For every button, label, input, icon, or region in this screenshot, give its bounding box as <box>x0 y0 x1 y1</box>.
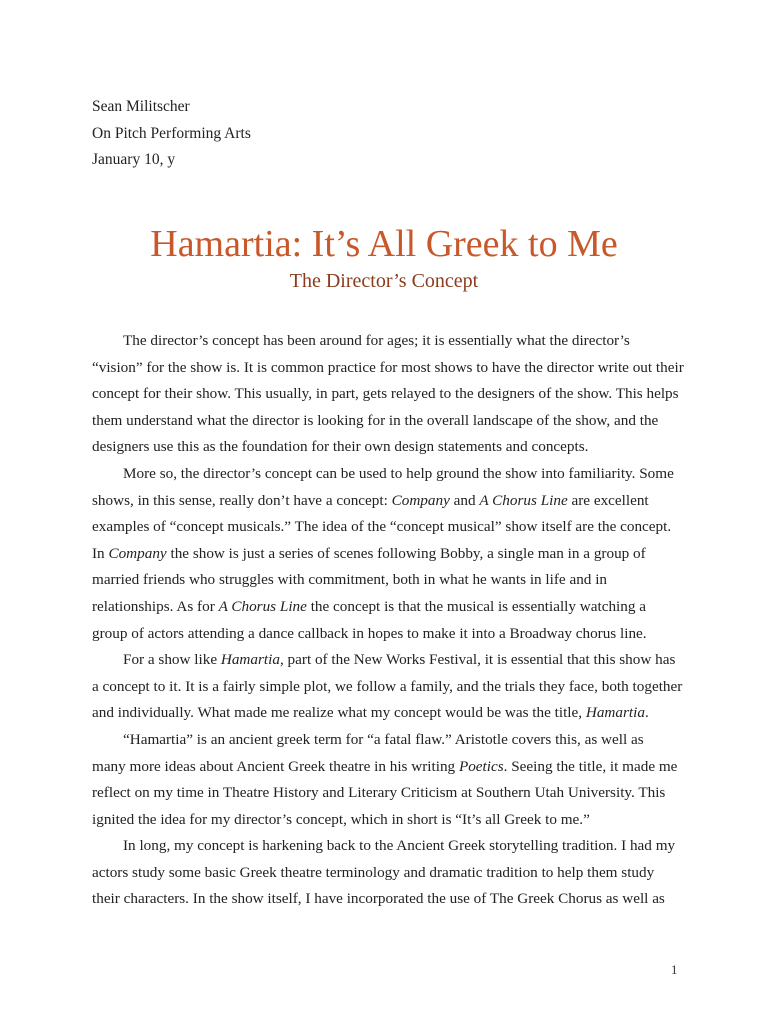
document-body <box>92 328 688 913</box>
text-run: many more ideas about Ancient Greek theatre in his writing <box>92 757 459 775</box>
text-run: “vision” for the show is. It is common practice for most shows to have the director write out their <box>92 358 684 376</box>
document-header <box>92 94 251 174</box>
body-paragraph <box>92 647 688 727</box>
text-run: concept for their show. This usually, in part, gets relayed to the designers of the show. This helps <box>92 385 679 403</box>
text-line <box>92 754 688 781</box>
italic-title: Hamartia <box>585 704 645 722</box>
text-line <box>92 488 688 515</box>
text-run: reflect on my time in Theatre History and Literary Criticism at Southern Utah University. This <box>92 784 666 802</box>
text-line <box>92 807 688 834</box>
text-run: and individually. What made me realize what my concept would be was the title, <box>92 704 586 722</box>
text-line <box>92 355 688 382</box>
text-line <box>92 434 688 461</box>
text-line <box>92 381 688 408</box>
page-number: 1 <box>671 962 678 977</box>
text-line <box>92 833 688 860</box>
text-line <box>92 567 688 594</box>
document-date: January 10, y <box>92 151 176 168</box>
author-name: Sean Militscher <box>92 98 190 115</box>
text-run: In <box>92 544 109 562</box>
text-run: The director’s concept has been around for ages; it is essentially what the director’s <box>123 332 630 349</box>
italic-title: Company <box>108 544 167 562</box>
text-run: In long, my concept is harkening back to the Ancient Greek storytelling tradition. I had my <box>123 837 676 855</box>
text-run: group of actors attending a dance callback in hopes to make it into a Broadway chorus line. <box>92 624 647 642</box>
text-line <box>92 408 688 435</box>
document-title: Hamartia: It’s All Greek to Me <box>150 223 618 265</box>
text-run: examples of “concept musicals.” The idea of the “concept musical” show itself are the concept. <box>92 518 672 536</box>
text-run: ignited the idea for my director’s concept, which in short is “It’s all Greek to me.” <box>92 810 590 828</box>
text-line <box>92 780 688 807</box>
document-subtitle: The Director’s Concept <box>289 270 479 292</box>
text-run: For a show like <box>123 651 221 669</box>
italic-title: Poetics <box>458 757 504 775</box>
text-line <box>92 461 688 488</box>
text-line <box>92 727 688 754</box>
text-line <box>92 886 688 913</box>
text-run: the show is just a series of scenes following Bobby, a single man in a group of <box>166 544 646 562</box>
text-line <box>92 328 688 355</box>
text-run: a concept to it. It is a fairly simple plot, we follow a family, and the trials they face, both together <box>92 677 683 695</box>
text-line <box>92 700 688 727</box>
text-run: More so, the director’s concept can be used to help ground the show into familiarity. Some <box>123 464 674 482</box>
text-line <box>92 647 688 674</box>
text-line <box>92 594 688 621</box>
body-paragraph <box>92 461 688 647</box>
text-run: . <box>644 704 649 722</box>
text-run: shows, in this sense, really don’t have a concept: <box>92 491 392 509</box>
text-run: “Hamartia” is an ancient greek term for “a fatal flaw.” Aristotle covers this, as well as <box>123 730 644 748</box>
text-run: them understand what the director is looking for in the overall landscape of the show, and the <box>92 411 659 429</box>
text-line <box>92 541 688 568</box>
body-paragraph <box>92 833 688 913</box>
text-run: and <box>449 491 480 509</box>
text-run: the concept is that the musical is essentially watching a <box>306 597 646 615</box>
text-run: designers use this as the foundation for their own design statements and concepts. <box>92 438 589 456</box>
text-run: their characters. In the show itself, I have incorporated the use of The Greek Chorus as well as <box>92 890 665 908</box>
italic-title: Company <box>391 491 450 509</box>
text-run: married friends who struggles with commitment, both in what he wants in life and in <box>92 571 608 589</box>
text-run: actors study some basic Greek theatre terminology and dramatic tradition to help them study <box>92 863 655 881</box>
text-run: . Seeing the title, it made me <box>503 757 678 775</box>
organization-name: On Pitch Performing Arts <box>92 124 251 142</box>
text-run: are excellent <box>567 491 649 509</box>
body-paragraph <box>92 328 688 461</box>
text-line <box>92 860 688 887</box>
italic-title: Hamartia <box>220 651 280 669</box>
italic-title: A Chorus Line <box>218 597 307 615</box>
text-line <box>92 674 688 701</box>
text-line <box>92 621 688 648</box>
body-paragraph <box>92 727 688 833</box>
text-run: relationships. As for <box>92 597 219 615</box>
text-line <box>92 514 688 541</box>
italic-title: A Chorus Line <box>479 491 568 509</box>
text-run: , part of the New Works Festival, it is essential that this show has <box>279 651 676 669</box>
